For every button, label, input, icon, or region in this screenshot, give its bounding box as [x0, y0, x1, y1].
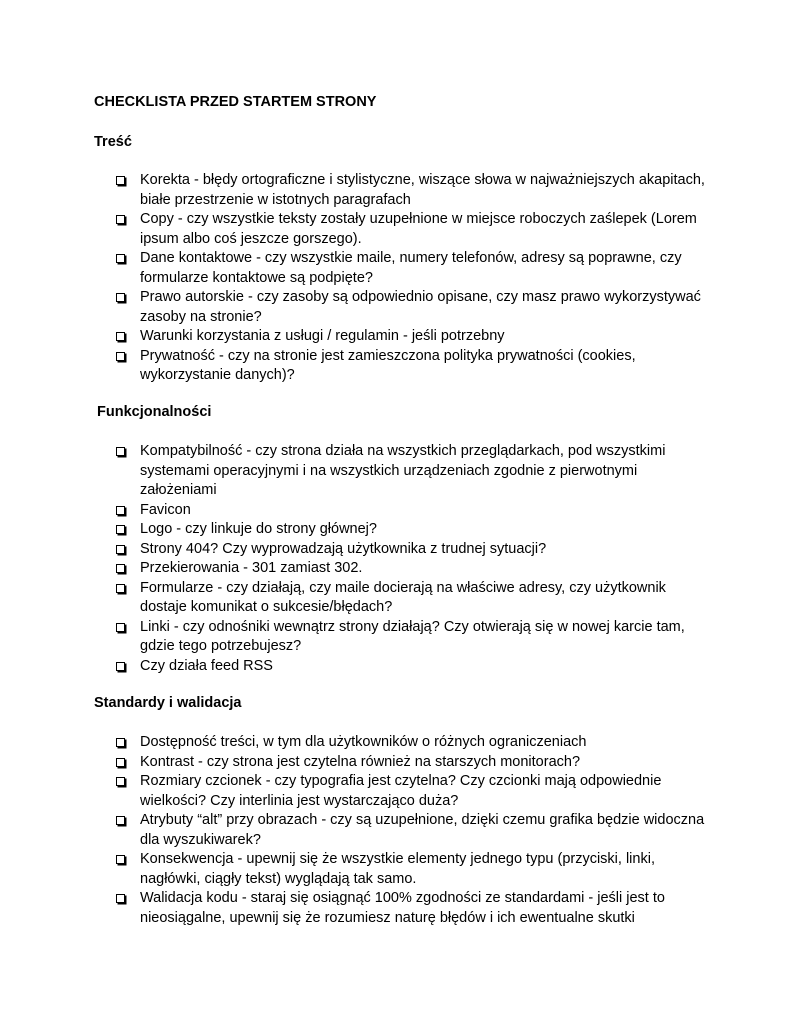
- document-title: CHECKLISTA PRZED STARTEM STRONY: [94, 94, 377, 110]
- checklist-item: Atrybuty “alt” przy obrazach - czy są uzupełnione, dzięki czemu grafika będzie widoczna dla wyszukiwarek?: [116, 811, 716, 850]
- checkbox-icon: [116, 584, 125, 593]
- checklist-item: Dane kontaktowe - czy wszystkie maile, numery telefonów, adresy są poprawne, czy formularze kontaktowe są podpięte?: [116, 249, 716, 288]
- checkbox-icon: [116, 738, 125, 747]
- checkbox-icon: [116, 352, 125, 361]
- checklist-item: Kompatybilność - czy strona działa na wszystkich przeglądarkach, pod wszystkimi systemami operacyjnymi i na wszystkich urządzeniach zgodnie z pierwotnymi założeniami: [116, 442, 716, 501]
- checklist-item: Rozmiary czcionek - czy typografia jest czytelna? Czy czcionki mają odpowiednie wielkości? Czy interlinia jest wystarczająco duża?: [116, 772, 716, 811]
- checkbox-icon: [116, 332, 125, 341]
- checkbox-icon: [116, 894, 125, 903]
- checklist-item: Favicon: [116, 501, 716, 521]
- checklist-item: Korekta - błędy ortograficzne i stylistyczne, wiszące słowa w najważniejszych akapitach, białe przestrzenie w istotnych paragrafach: [116, 171, 716, 210]
- checklist-item: Copy - czy wszystkie teksty zostały uzupełnione w miejsce roboczych zaślepek (Lorem ipsum albo coś jeszcze gorszego).: [116, 210, 716, 249]
- checkbox-icon: [116, 215, 125, 224]
- checkbox-icon: [116, 623, 125, 632]
- checklist-item: Walidacja kodu - staraj się osiągnąć 100% zgodności ze standardami - jeśli jest to nieosiągalne, upewnij się że rozumiesz naturę błędów i ich ewentualne skutki: [116, 889, 716, 928]
- checklist-item: Warunki korzystania z usługi / regulamin - jeśli potrzebny: [116, 327, 716, 347]
- checkbox-icon: [116, 777, 125, 786]
- checklist-funkcjonalnosci: [116, 442, 716, 676]
- section-heading-tresc: Treść: [94, 134, 132, 150]
- checklist-item: Prawo autorskie - czy zasoby są odpowiednio opisane, czy masz prawo wykorzystywać zasoby na stronie?: [116, 288, 716, 327]
- checklist-item: Czy działa feed RSS: [116, 657, 716, 677]
- checkbox-icon: [116, 447, 125, 456]
- section-heading-standardy: Standardy i walidacja: [94, 695, 242, 711]
- checkbox-icon: [116, 855, 125, 864]
- checkbox-icon: [116, 254, 125, 263]
- checkbox-icon: [116, 293, 125, 302]
- checklist-standardy: [116, 733, 716, 928]
- checkbox-icon: [116, 506, 125, 515]
- section-heading-funkcjonalnosci: Funkcjonalności: [97, 404, 212, 420]
- checkbox-icon: [116, 564, 125, 573]
- checkbox-icon: [116, 545, 125, 554]
- checklist-item: Kontrast - czy strona jest czytelna również na starszych monitorach?: [116, 753, 716, 773]
- checklist-item: Linki - czy odnośniki wewnątrz strony działają? Czy otwierają się w nowej karcie tam, gdzie tego potrzebujesz?: [116, 618, 716, 657]
- checklist-tresc: [116, 171, 716, 386]
- checklist-item: Konsekwencja - upewnij się że wszystkie elementy jednego typu (przyciski, linki, nagłówki, ciągły tekst) wyglądają tak samo.: [116, 850, 716, 889]
- checklist-item: Przekierowania - 301 zamiast 302.: [116, 559, 716, 579]
- checklist-item: Strony 404? Czy wyprowadzają użytkownika z trudnej sytuacji?: [116, 540, 716, 560]
- checklist-item: Dostępność treści, w tym dla użytkowników o różnych ograniczeniach: [116, 733, 716, 753]
- checkbox-icon: [116, 176, 125, 185]
- checkbox-icon: [116, 662, 125, 671]
- checklist-item: Formularze - czy działają, czy maile docierają na właściwe adresy, czy użytkownik dostaje komunikat o sukcesie/błędach?: [116, 579, 716, 618]
- checkbox-icon: [116, 525, 125, 534]
- checkbox-icon: [116, 758, 125, 767]
- checklist-item: Prywatność - czy na stronie jest zamieszczona polityka prywatności (cookies, wykorzystanie danych)?: [116, 347, 716, 386]
- checklist-item: Logo - czy linkuje do strony głównej?: [116, 520, 716, 540]
- checkbox-icon: [116, 816, 125, 825]
